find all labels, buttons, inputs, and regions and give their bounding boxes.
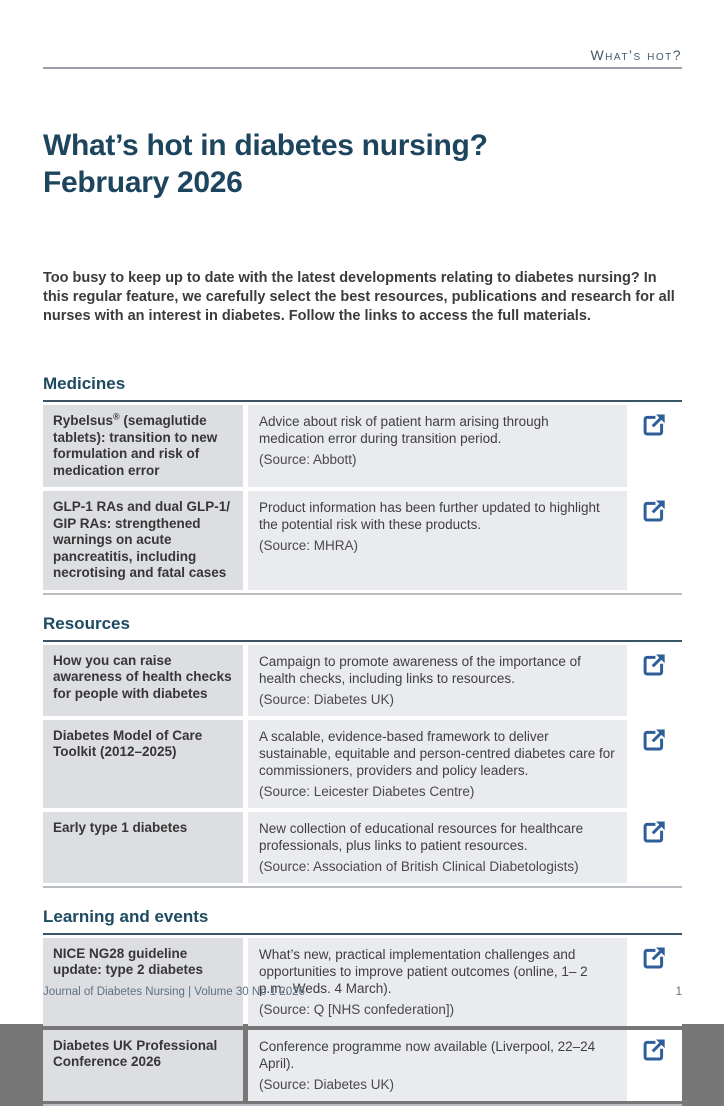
section-learning-and-events xyxy=(43,907,682,1106)
table-row xyxy=(43,491,682,590)
external-link-icon[interactable] xyxy=(640,412,667,439)
row-link-cell xyxy=(627,405,682,487)
row-description: New collection of educational resources for healthcare professionals, plus links to patient resources. xyxy=(259,820,584,853)
row-source: (Source: Q [NHS confederation]) xyxy=(259,1001,455,1017)
row-link-cell xyxy=(627,491,682,590)
row-details xyxy=(248,405,627,487)
external-link-icon[interactable] xyxy=(640,819,667,846)
row-description: Advice about risk of patient harm arising through medication error during transition period. xyxy=(259,414,549,446)
row-title: Rybelsus® (semaglutide tablets): transition to new formulation and risk of medication error xyxy=(43,405,243,487)
row-link-cell xyxy=(627,645,682,716)
external-link-icon[interactable] xyxy=(640,652,667,679)
row-description: Conference programme now available (Liverpool, 22–24 April). xyxy=(259,1038,596,1071)
external-link-icon[interactable] xyxy=(640,727,667,754)
external-link-icon[interactable] xyxy=(640,498,667,525)
row-title: Early type 1 diabetes xyxy=(43,812,243,883)
row-details xyxy=(248,1030,627,1101)
header-rule xyxy=(43,67,682,69)
page-title-line1: What’s hot in diabetes nursing? xyxy=(43,129,488,162)
table-row xyxy=(43,645,682,716)
row-description: Product information has been further updated to highlight the potential risk with these products. xyxy=(259,500,600,532)
row-source: (Source: Leicester Diabetes Centre) xyxy=(259,783,475,799)
row-description: What’s new, practical implementation challenges and opportunities to improve patient outcomes (online, 1– 2 p.m., Weds. 4 March). xyxy=(259,946,588,996)
footer-journal-line: Journal of Diabetes Nursing | Volume 30 No 1 2026 xyxy=(43,986,305,998)
running-header: What’s hot? xyxy=(590,47,682,63)
row-link-cell xyxy=(627,938,682,1026)
row-source: (Source: Diabetes UK) xyxy=(259,1076,395,1092)
table-row xyxy=(43,720,682,808)
row-description: A scalable, evidence-based framework to deliver sustainable, equitable and person-centred diabetes care for commissioners, providers and policy leaders. xyxy=(259,728,615,778)
page-title xyxy=(43,127,682,201)
row-details xyxy=(248,812,627,883)
registered-trademark-symbol: ® xyxy=(113,411,120,422)
table-row xyxy=(43,938,682,1026)
page-footer xyxy=(43,986,682,998)
row-link-cell xyxy=(627,720,682,808)
section-heading: Learning and events xyxy=(43,906,209,926)
row-title: How you can raise awareness of health checks for people with diabetes xyxy=(43,645,243,716)
section-heading: Medicines xyxy=(43,374,126,393)
row-title: NICE NG28 guideline update: type 2 diabetes xyxy=(43,938,243,1026)
intro-paragraph: Too busy to keep up to date with the latest developments relating to diabetes nursing? In this regular feature, we carefully select the best resources, publications and research for all nurses with an interest in diabetes. Follow the links to access the full materials. xyxy=(43,270,675,324)
row-details xyxy=(248,645,627,716)
page-title-line2: February 2026 xyxy=(43,166,243,199)
row-source: (Source: MHRA) xyxy=(259,538,359,553)
table-row xyxy=(43,405,682,487)
row-source: (Source: Association of British Clinical Diabetologists) xyxy=(259,858,579,874)
row-source: (Source: Abbott) xyxy=(259,452,357,467)
external-link-icon[interactable] xyxy=(640,1037,667,1064)
table-row xyxy=(43,812,682,883)
section-heading: Resources xyxy=(43,613,130,633)
external-link-icon[interactable] xyxy=(640,945,667,972)
row-link-cell xyxy=(627,812,682,883)
row-title: Diabetes Model of Care Toolkit (2012–2025) xyxy=(43,720,243,808)
footer-page-number: 1 xyxy=(675,986,682,998)
row-description: Campaign to promote awareness of the importance of health checks, including links to resources. xyxy=(259,653,581,686)
section-table xyxy=(43,640,682,888)
row-title: GLP-1 RAs and dual GLP-1/ GIP RAs: strengthened warnings on acute pancreatitis, including necrotising and fatal cases xyxy=(43,491,243,590)
section-table xyxy=(43,933,682,1106)
section-table xyxy=(43,400,682,595)
row-details xyxy=(248,938,627,1026)
row-title: Diabetes UK Professional Conference 2026 xyxy=(43,1030,243,1101)
row-link-cell xyxy=(627,1030,682,1101)
row-source: (Source: Diabetes UK) xyxy=(259,691,395,707)
row-details xyxy=(248,491,627,590)
section-resources xyxy=(43,614,682,888)
table-row xyxy=(43,1030,682,1101)
row-details xyxy=(248,720,627,808)
section-medicines xyxy=(43,374,682,595)
